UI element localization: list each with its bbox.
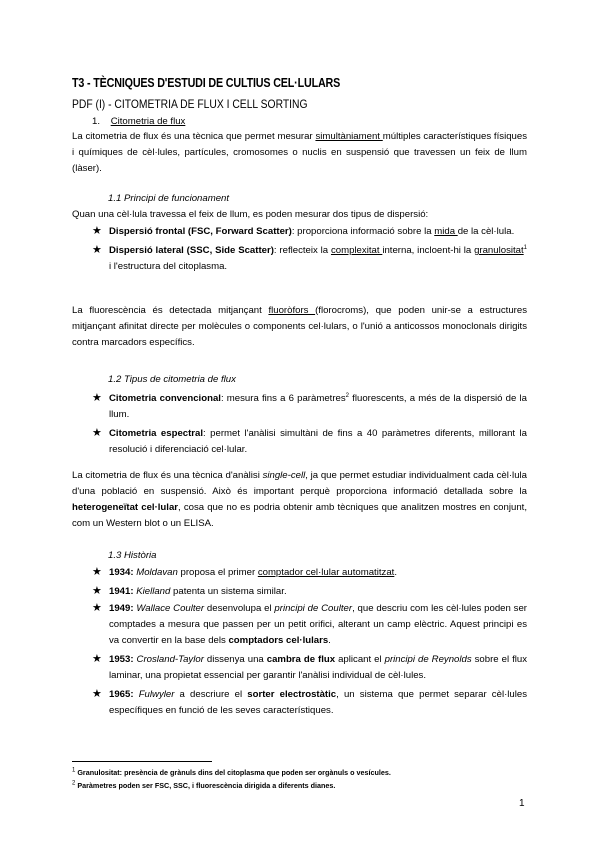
footnote-1: $^1$ Granulositat: presència de grànuls dins del citoplasma que poden ser orgànuls o vesícules. — [72, 767, 391, 777]
star-bullet-icon: ★ — [92, 225, 102, 237]
list-item: ★ Dispersió lateral (SSC, Side Scatter): reflecteix la complexitat interna, incloent-hi la granulositat$^1$ i l'estructura del citoplasma. — [92, 244, 528, 272]
section-number: 1. — [92, 116, 101, 127]
list-item: ★ Dispersió frontal (FSC, Forward Scatter): proporciona informació sobre la mida de la cèl·lula. — [92, 225, 515, 237]
scatter-list — [92, 224, 527, 278]
list-item: ★ 1941: Kielland patenta un sistema similar. — [92, 585, 287, 597]
section-heading — [92, 116, 185, 127]
section-title: Citometria de flux — [110, 116, 186, 127]
doc-subtitle: PDF (I) - CITOMETRIA DE FLUX I CELL SORTING — [72, 97, 308, 111]
star-bullet-icon: ★ — [92, 602, 102, 614]
star-bullet-icon: ★ — [92, 688, 102, 700]
subsection-heading-1-2: 1.2 Tipus de citometria de flux — [108, 374, 236, 385]
list-item: ★ Citometria espectral: permet l'anàlisi simultàni de fins a 40 paràmetres diferents, millorant la resolució i diferenciació cel·lular. — [92, 427, 527, 455]
star-bullet-icon: ★ — [92, 585, 102, 597]
page-number: 1 — [519, 798, 525, 809]
doc-title: T3 - TÈCNIQUES D'ESTUDI DE CULTIUS CEL·LULARS — [72, 76, 341, 90]
subsection-heading-1-1: 1.1 Principi de funcionament — [108, 193, 230, 204]
single-cell-paragraph: La citometria de flux és una tècnica d'anàlisi single-cell, ja que permet estudiar individualment cada cèl·lula d'una població en suspensió. Això és important perquè proporciona informació detallada sobre la heterogeneïtat cel·lular, cosa que no es podria obtenir amb tècniques que analitzen mostres en conjunt, com un Western blot o un ELISA. — [72, 470, 527, 529]
history-list — [92, 565, 527, 722]
star-bullet-icon: ★ — [92, 653, 102, 665]
fluorescence-paragraph: La fluorescència és detectada mitjançant fluoròfors (florocroms), que poden unir-se a estructures mitjançant afinitat directe per molècules o components cel·lulars, o l'unió a anticossos monoclonals dirigits contra marcadors específics. — [72, 305, 527, 348]
star-bullet-icon: ★ — [92, 566, 102, 578]
subsection-heading-1-3: 1.3 Història — [108, 550, 157, 561]
star-bullet-icon: ★ — [92, 427, 102, 439]
footnote-2: $^2$ Paràmetres poden ser FSC, SSC, i fluorescència dirigida a diferents dianes. — [72, 780, 336, 790]
footnote-divider — [72, 761, 212, 762]
scatter-lead: Quan una cèl·lula travessa el feix de llum, es poden mesurar dos tipus de dispersió: — [72, 209, 429, 220]
star-bullet-icon: ★ — [92, 244, 102, 256]
list-item: ★ Citometria convencional: mesura fins a 6 paràmetres$^2$ fluorescents, a més de la dispersió de la llum. — [92, 392, 527, 420]
list-item: ★ 1965: Fulwyler a descriure el sorter electrostàtic, un sistema que permet separar cèl·lules específiques en funció de les seves característiques. — [92, 688, 527, 716]
list-item: ★ 1953: Crosland-Taylor dissenya una cambra de flux aplicant el principi de Reynolds sobre el flux laminar, una propietat essencial per garantir l'anàlisi individual de cèl·lules. — [92, 653, 527, 681]
intro-paragraph: La citometria de flux és una tècnica que permet mesurar simultàniament múltiples característiques físiques i químiques de cèl·lules, partícules, cromosomes o nuclis en suspensió que travessen un feix de llum (làser). — [72, 131, 527, 174]
list-item: ★ 1934: Moldavan proposa el primer comptador cel·lular automatitzat. — [92, 566, 397, 578]
star-bullet-icon: ★ — [92, 392, 102, 404]
cytometry-types-list — [92, 391, 527, 461]
list-item: ★ 1949: Wallace Coulter desenvolupa el principi de Coulter, que descriu com les cèl·lules poden ser comptades a mesura que passen per un petit orifici, alterant un camp elèctric. Aquest principi es va convertir en la base dels comptadors cel·lulars. — [92, 602, 527, 646]
